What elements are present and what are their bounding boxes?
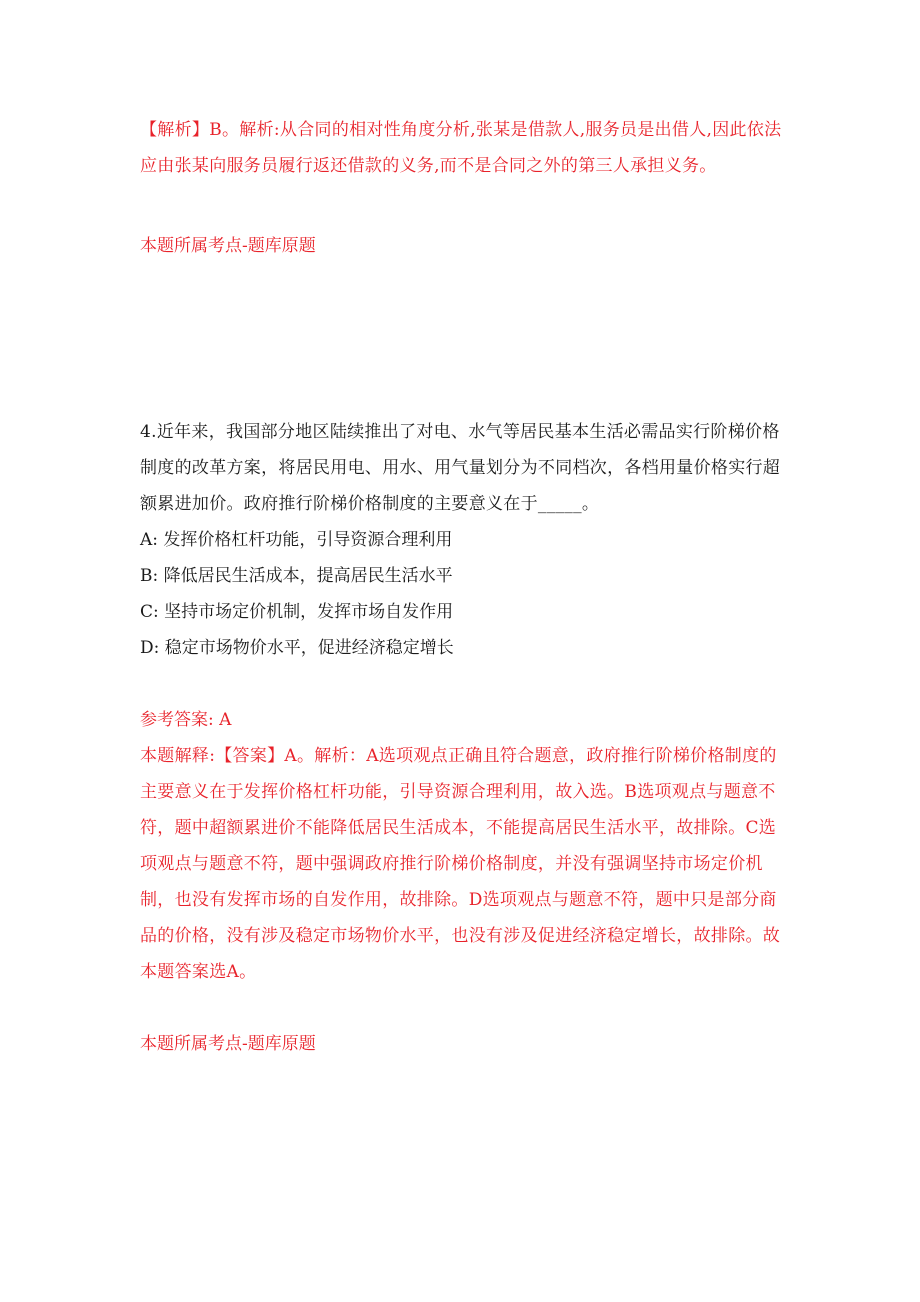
answer-block	[140, 702, 790, 990]
previous-source-label: 本题所属考点-题库原题	[140, 236, 316, 256]
option-c: C: 坚持市场定价机制，发挥市场自发作用	[140, 602, 454, 622]
question-block	[140, 414, 790, 666]
answer-label: 参考答案: A	[140, 710, 232, 730]
answer-explanation: 本题解释:【答案】A。解析：A选项观点正确且符合题意，政府推行阶梯价格制度的主要意义在于发挥价格杠杆功能，引导资源合理利用，故入选。B选项观点与题意不符，题中超额累进价不能降低居民生活成本，不能提高居民生活水平，故排除。C选项观点与题意不符，题中强调政府推行阶梯价格制度，并没有强调坚持市场定价机制，也没有发挥市场的自发作用，故排除。D选项观点与题意不符，题中只是部分商品的价格，没有涉及稳定市场物价水平，也没有涉及促进经济稳定增长，故排除。故本题答案选A。	[140, 746, 781, 982]
previous-source-block	[140, 228, 790, 264]
option-a: A: 发挥价格杠杆功能，引导资源合理利用	[140, 530, 453, 550]
previous-explanation-block	[140, 112, 790, 184]
option-b: B: 降低居民生活成本，提高居民生活水平	[140, 566, 453, 586]
question-stem: 4.近年来，我国部分地区陆续推出了对电、水气等居民基本生活必需品实行阶梯价格制度的改革方案，将居民用电、用水、用气量划分为不同档次，各档用量价格实行超额累进加价。政府推行阶梯价格制度的主要意义在于_____。	[140, 422, 781, 514]
previous-explanation-text: 【解析】B。解析:从合同的相对性角度分析,张某是借款人,服务员是出借人,因此依法应由张某向服务员履行返还借款的义务,而不是合同之外的第三人承担义务。	[140, 120, 782, 176]
source-label: 本题所属考点-题库原题	[140, 1034, 316, 1054]
source-block	[140, 1026, 790, 1062]
option-d: D: 稳定市场物价水平，促进经济稳定增长	[140, 638, 454, 658]
